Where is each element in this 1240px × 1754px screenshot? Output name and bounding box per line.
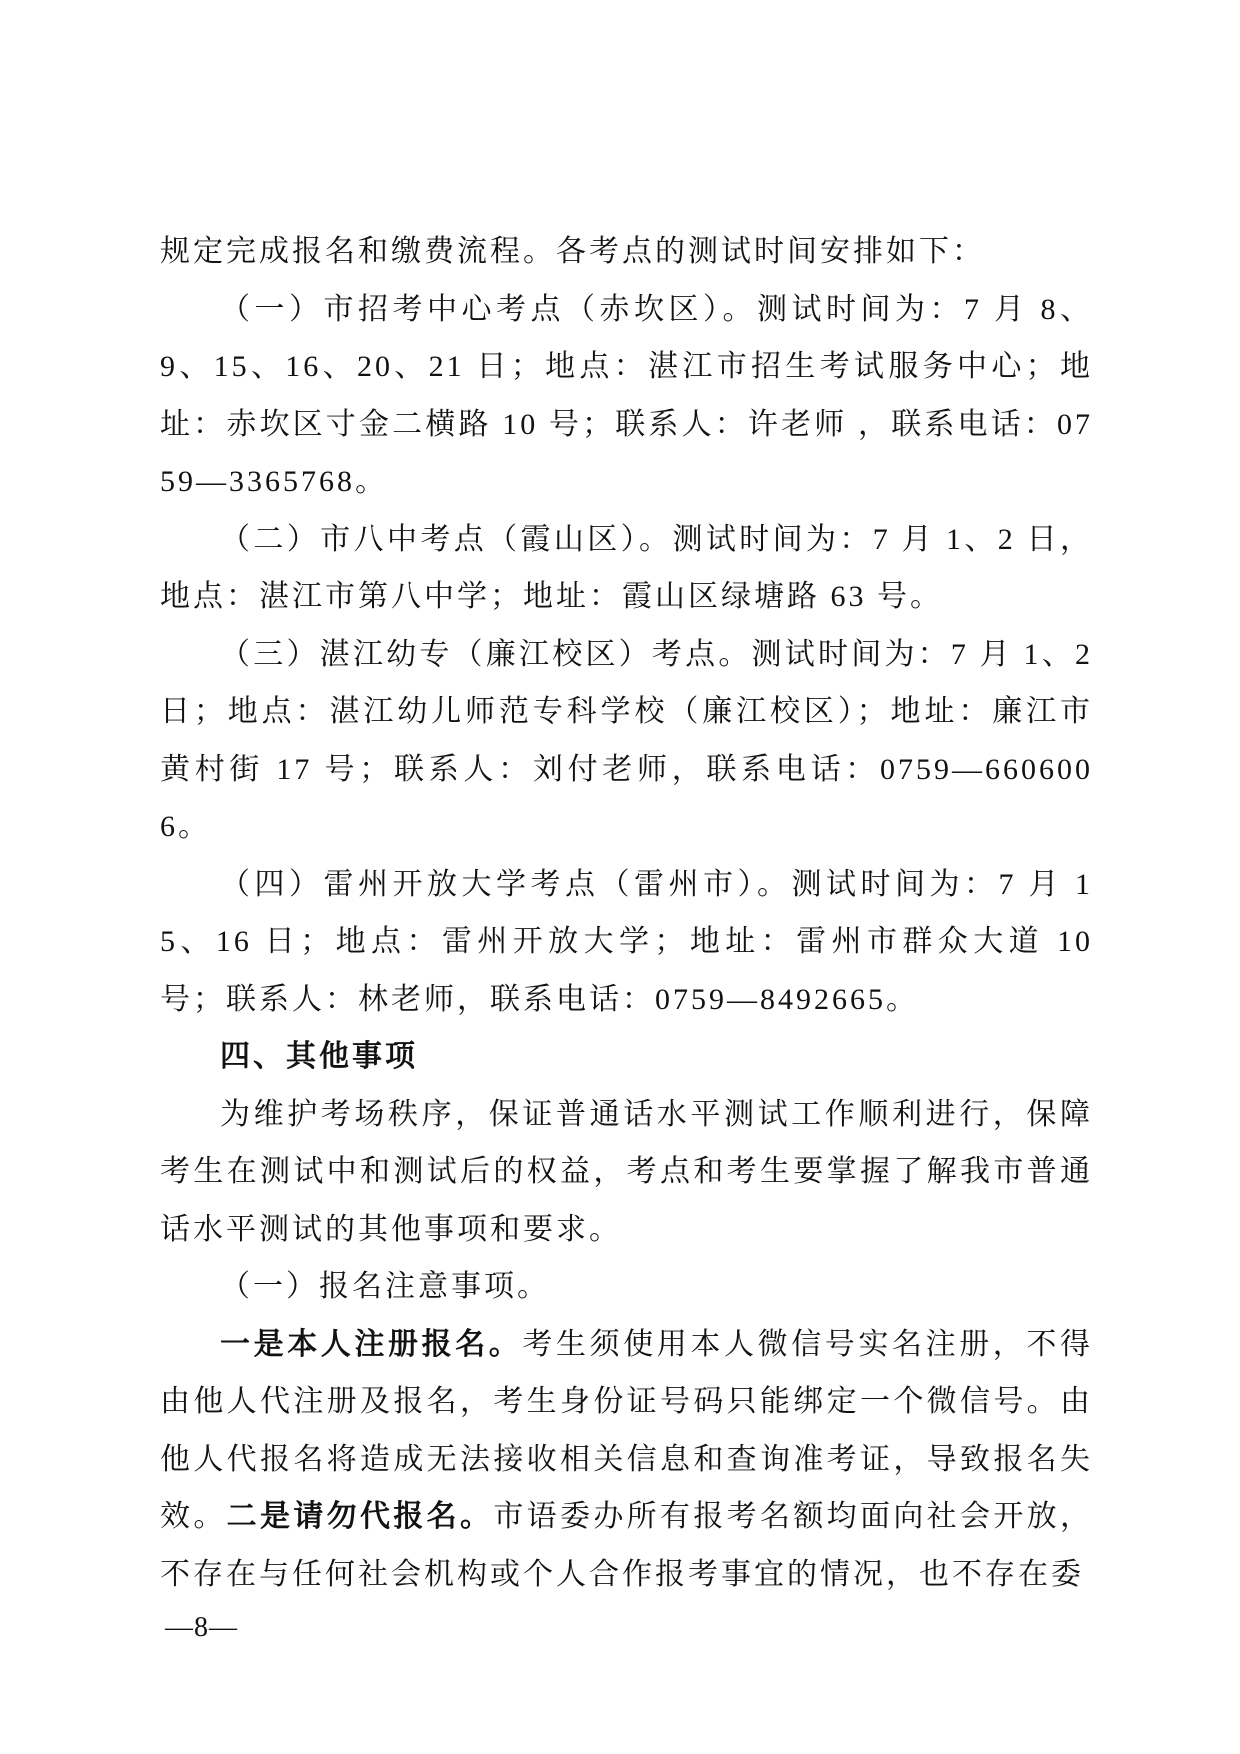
- page-number: —8—: [165, 1612, 238, 1643]
- paragraph-other-matters-intro: [160, 1086, 1093, 1259]
- section-heading-text: 四、其他事项: [220, 1040, 418, 1073]
- paragraph-text: 规定完成报名和缴费流程。各考点的测试时间安排如下：: [160, 235, 985, 268]
- paragraph-site-1-chikan: [160, 281, 1093, 511]
- paragraph-registration-notes-body: [160, 1316, 1093, 1604]
- paragraph-site-3-lianjiang: [160, 626, 1093, 856]
- paragraph-text: 为维护考场秩序，保证普通话水平测试工作顺利进行，保障考生在测试中和测试后的权益，考点和考生要掌握了解我市普通话水平测试的其他事项和要求。: [160, 1097, 1093, 1246]
- paragraph-text: （四）雷州开放大学考点（雷州市）。测试时间为：7 月 15、16 日；地点：雷州开放大学；地址：雷州市群众大道 10 号；联系人：林老师，联系电话：0759—8492665。: [160, 867, 1093, 1016]
- sub-heading-registration-notes: [160, 1258, 1093, 1316]
- paragraph-text: 市语委办所有报考名额均面向社会开放，不存在与任何社会机构或个人合作报考事宜的情况，也不存在委: [160, 1500, 1094, 1591]
- emphasis-text-no-proxy: 二是请勿代报名。: [226, 1500, 494, 1533]
- paragraph-site-4-leizhou: [160, 856, 1093, 1029]
- paragraph-site-2-xiashan: [160, 511, 1093, 626]
- paragraph-text: （一）报名注意事项。: [220, 1270, 550, 1303]
- paragraph-text: 考生须使用本人微信号实名注册，不得由他人代注册及报名，考生身份证号码只能绑定一个微信号。由他人代报名将造成无法接收相关信息和查询准考证，导致报名失效。: [160, 1327, 1094, 1533]
- document-body: [160, 223, 1093, 1603]
- paragraph-text: （一）市招考中心考点（赤坎区）。测试时间为：7 月 8、9、15、16、20、21 日；地点：湛江市招生考试服务中心；地址：赤坎区寸金二横路 10 号；联系人：许老师 ，联系电话：0759—3365768。: [160, 292, 1093, 498]
- section-heading-other-matters: [160, 1028, 1093, 1086]
- paragraph-text: （三）湛江幼专（廉江校区）考点。测试时间为：7 月 1、2 日；地点：湛江幼儿师范专科学校（廉江校区）；地址：廉江市黄村街 17 号；联系人：刘付老师，联系电话：0759—6606006。: [160, 637, 1093, 843]
- paragraph-text: （二）市八中考点（霞山区）。测试时间为：7 月 1、2 日，地点：湛江市第八中学；地址：霞山区绿塘路 63 号。: [160, 522, 1093, 613]
- paragraph-intro-continuation: [160, 223, 1093, 281]
- emphasis-text-register-self: 一是本人注册报名。: [220, 1327, 523, 1361]
